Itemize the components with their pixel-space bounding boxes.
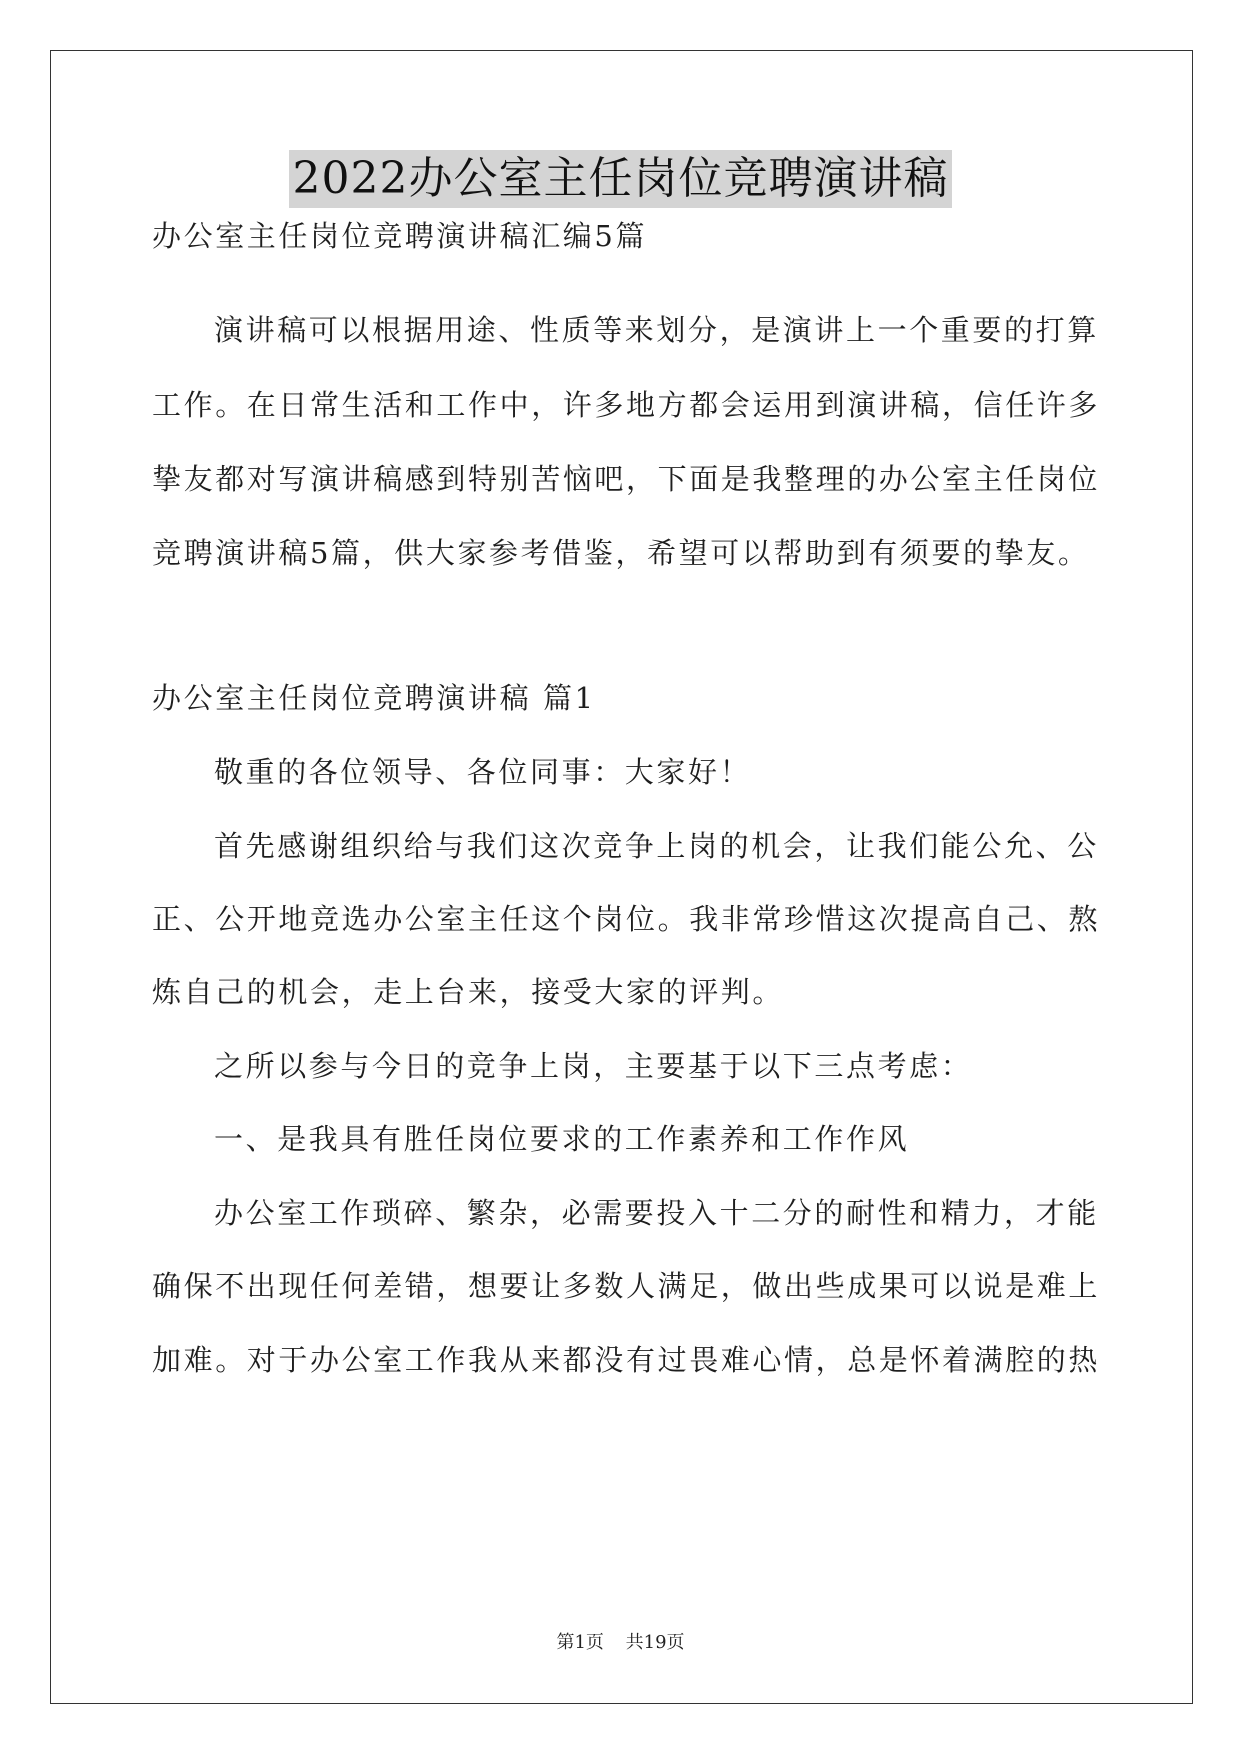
intro-line: 演讲稿可以根据用途、性质等来划分，是演讲上一个重要的打算	[214, 313, 1099, 347]
greeting: 敬重的各位领导、各位同事：大家好！	[214, 755, 752, 789]
intro-line: 工作。在日常生活和工作中，许多地方都会运用到演讲稿，信任许多	[152, 388, 1101, 422]
paragraph-line: 加难。对于办公室工作我从来都没有过畏难心情，总是怀着满腔的热	[152, 1343, 1101, 1377]
document-subtitle: 办公室主任岗位竞聘演讲稿汇编5篇	[152, 219, 648, 253]
paragraph-line: 炼自己的机会，走上台来，接受大家的评判。	[152, 975, 785, 1009]
page-border	[50, 50, 1193, 1704]
paragraph-line: 确保不出现任何差错，想要让多数人满足，做出些成果可以说是难上	[152, 1269, 1101, 1303]
paragraph-line: 正、公开地竞选办公室主任这个岗位。我非常珍惜这次提高自己、熬	[152, 902, 1101, 936]
paragraph-line: 办公室工作琐碎、繁杂，必需要投入十二分的耐性和精力，才能	[214, 1196, 1099, 1230]
intro-line: 竞聘演讲稿5篇，供大家参考借鉴，希望可以帮助到有须要的挚友。	[152, 536, 1090, 570]
document-title: 2022办公室主任岗位竞聘演讲稿	[289, 150, 953, 208]
page-number: 第1页	[556, 1632, 604, 1653]
page-footer	[0, 1628, 1241, 1654]
section-heading: 办公室主任岗位竞聘演讲稿 篇1	[152, 681, 596, 715]
paragraph-line: 之所以参与今日的竞争上岗，主要基于以下三点考虑：	[214, 1049, 973, 1083]
point-heading: 一、是我具有胜任岗位要求的工作素养和工作作风	[214, 1122, 910, 1156]
intro-line: 挚友都对写演讲稿感到特别苦恼吧，下面是我整理的办公室主任岗位	[152, 462, 1101, 496]
paragraph-line: 首先感谢组织给与我们这次竞争上岗的机会，让我们能公允、公	[214, 829, 1099, 863]
page-total: 共19页	[625, 1632, 685, 1653]
title-container	[0, 150, 1241, 208]
